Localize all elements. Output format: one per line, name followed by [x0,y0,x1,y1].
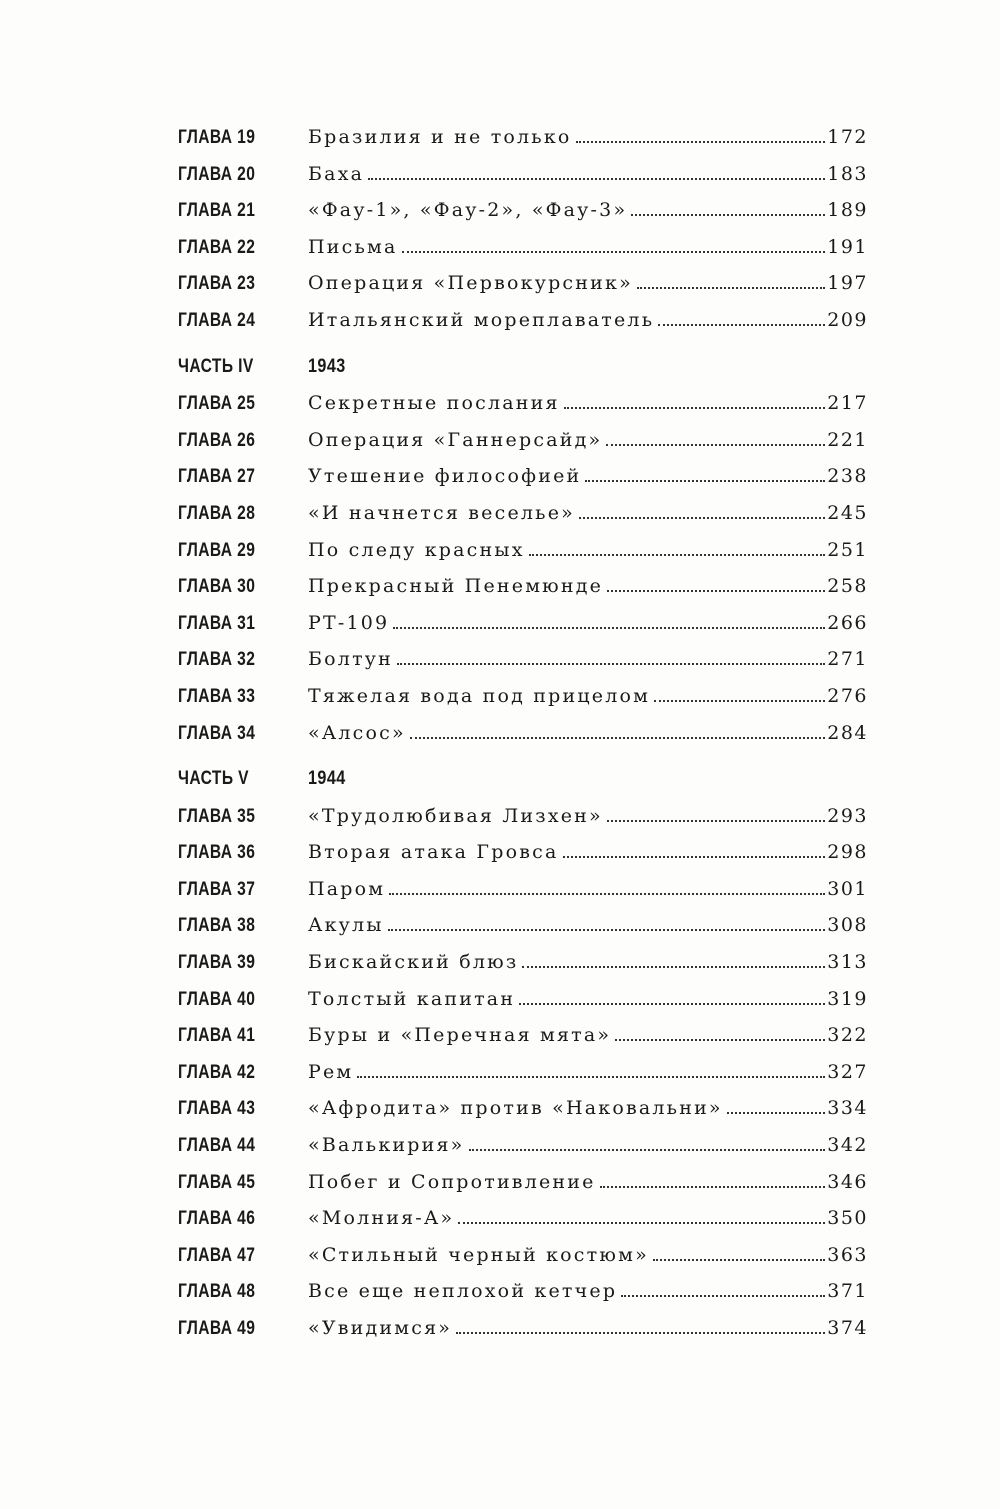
chapter-label: ГЛАВА 19 [178,127,256,148]
chapter-title: Все еще неплохой кетчер [308,1280,618,1303]
chapter-title: РТ-109 [308,611,390,634]
chapter-title: «Афродита» против «Наковальни» [308,1097,723,1120]
toc-chapter-row [178,1134,868,1171]
dot-leader [621,1295,825,1297]
page-number: 251 [827,538,868,561]
chapter-label: ГЛАВА 36 [178,842,256,864]
dot-leader [563,856,826,858]
dot-leader [637,287,825,289]
dot-leader [579,517,825,519]
dot-leader [653,1259,825,1261]
chapter-title: Утешение философией [308,465,582,488]
chapter-label: ГЛАВА 48 [178,1281,256,1303]
dot-leader [564,407,826,409]
dot-leader [654,700,825,702]
chapter-label: ГЛАВА 37 [178,878,256,900]
dot-leader [522,966,825,968]
toc-chapter-row [178,199,868,236]
chapter-title: Операция «Первокурсник» [308,272,633,295]
chapter-label: ГЛАВА 40 [178,988,256,1010]
chapter-label: ГЛАВА 23 [178,273,256,295]
chapter-title: Тяжелая вода под прицелом [308,684,651,707]
toc-chapter-row [178,914,868,951]
page-number: 191 [827,235,868,258]
chapter-title: «Стильный черный костюм» [308,1243,649,1266]
toc-chapter-row [178,429,868,466]
chapter-title: Паром [308,877,386,900]
dot-leader [585,480,825,482]
dot-leader [402,251,826,253]
chapter-label: ГЛАВА 44 [178,1135,256,1157]
dot-leader [469,1149,826,1151]
page-number: 301 [827,877,868,900]
toc-chapter-row [178,722,868,759]
chapter-label: ГЛАВА 45 [178,1171,256,1193]
dot-leader [615,1039,825,1041]
page-number: 322 [827,1024,868,1047]
dot-leader [727,1112,825,1114]
page-number: 334 [827,1097,868,1120]
chapter-label: ГЛАВА 33 [178,685,256,707]
page-number: 342 [827,1134,868,1157]
toc-part-row [178,768,868,805]
chapter-title: Итальянский мореплаватель [308,308,655,331]
page-number: 284 [827,721,868,744]
page-number: 172 [827,126,868,148]
dot-leader [519,1003,825,1005]
chapter-title: Прекрасный Пенемюнде [308,575,604,598]
part-year: 1944 [308,768,346,790]
page-number: 298 [827,841,868,864]
dot-leader [389,893,825,895]
chapter-label: ГЛАВА 43 [178,1098,256,1120]
chapter-title: Болтун [308,648,394,671]
page-number: 276 [827,684,868,707]
page-number: 371 [827,1280,868,1303]
chapter-label: ГЛАВА 42 [178,1061,256,1083]
chapter-title: «Трудолюбивая Лизхен» [308,804,603,827]
page-number: 319 [827,987,868,1010]
chapter-title: Побег и Сопротивление [308,1170,596,1193]
toc-chapter-row [178,648,868,685]
page-number: 217 [827,392,868,415]
page-number: 209 [827,308,868,331]
chapter-title: Операция «Ганнерсайд» [308,428,603,451]
toc-chapter-row [178,392,868,429]
part-year: 1943 [308,355,346,377]
page-number: 221 [827,428,868,451]
dot-leader [357,1076,825,1078]
toc-chapter-row [178,1061,868,1098]
toc-chapter-row [178,1171,868,1208]
page-number: 258 [827,575,868,598]
chapter-title: По следу красных [308,538,525,561]
toc-chapter-row [178,272,868,309]
chapter-label: ГЛАВА 32 [178,649,256,671]
chapter-label: ГЛАВА 25 [178,393,256,415]
chapter-label: ГЛАВА 41 [178,1025,256,1047]
toc-chapter-row [178,612,868,649]
dot-leader [397,663,825,665]
chapter-title: «И начнется веселье» [308,501,575,524]
chapter-title: «Валькирия» [308,1134,465,1157]
dot-leader [368,178,825,180]
chapter-label: ГЛАВА 22 [178,236,256,258]
dot-leader [631,214,825,216]
chapter-title: Бискайский блюз [308,951,519,974]
chapter-label: ГЛАВА 21 [178,200,256,222]
dot-leader [529,554,826,556]
page-number: 313 [827,951,868,974]
chapter-label: ГЛАВА 20 [178,163,256,185]
toc-chapter-row [178,163,868,200]
part-label: ЧАСТЬ V [178,768,249,790]
chapter-label: ГЛАВА 39 [178,952,256,974]
chapter-label: ГЛАВА 38 [178,915,256,937]
page-number: 271 [827,648,868,671]
page-number: 266 [827,611,868,634]
toc-chapter-row [178,309,868,346]
page-number: 183 [827,162,868,185]
dot-leader [658,324,825,326]
dot-leader [388,929,826,931]
chapter-label: ГЛАВА 49 [178,1318,256,1339]
chapter-label: ГЛАВА 35 [178,805,256,827]
toc-chapter-row [178,1280,868,1317]
toc-chapter-row [178,1244,868,1281]
chapter-title: Акулы [308,914,384,937]
chapter-label: ГЛАВА 24 [178,309,256,331]
page-number: 238 [827,465,868,488]
chapter-label: ГЛАВА 31 [178,612,256,634]
chapter-label: ГЛАВА 47 [178,1244,256,1266]
toc-part-row [178,356,868,393]
page-number: 293 [827,804,868,827]
toc-chapter-row [178,878,868,915]
toc-chapter-row [178,841,868,878]
page-number: 374 [827,1317,868,1339]
page-number: 363 [827,1243,868,1266]
toc-chapter-row [178,1317,868,1354]
dot-leader [607,590,825,592]
dot-leader [458,1222,825,1224]
page-number: 245 [827,501,868,524]
toc-chapter-row [178,236,868,273]
toc-chapter-row [178,539,868,576]
toc-chapter-row [178,1024,868,1061]
chapter-label: ГЛАВА 29 [178,539,256,561]
chapter-label: ГЛАВА 27 [178,466,256,488]
page-number: 189 [827,199,868,222]
chapter-label: ГЛАВА 30 [178,576,256,598]
page-number: 327 [827,1060,868,1083]
toc-chapter-row [178,988,868,1025]
chapter-title: Толстый капитан [308,987,516,1010]
dot-leader [410,737,825,739]
dot-leader [393,627,825,629]
chapter-title: Бразилия и не только [308,126,572,148]
page-number: 350 [827,1207,868,1230]
chapter-label: ГЛАВА 28 [178,502,256,524]
chapter-title: Вторая атака Гровса [308,841,559,864]
chapter-label: ГЛАВА 26 [178,429,256,451]
page-number: 308 [827,914,868,937]
page-number: 346 [827,1170,868,1193]
chapter-label: ГЛАВА 46 [178,1208,256,1230]
page-number: 197 [827,272,868,295]
toc-chapter-row [178,502,868,539]
chapter-title: «Фау-1», «Фау-2», «Фау-3» [308,199,628,222]
dot-leader [600,1186,826,1188]
chapter-title: Баха [308,162,365,185]
dot-leader [456,1332,825,1334]
dot-leader [576,141,826,143]
toc-chapter-row [178,805,868,842]
toc-chapter-row [178,465,868,502]
part-label: ЧАСТЬ IV [178,355,254,377]
chapter-title: Рем [308,1060,354,1083]
toc-chapter-row [178,951,868,988]
toc-chapter-row [178,685,868,722]
chapter-label: ГЛАВА 34 [178,722,256,744]
toc-chapter-row [178,1207,868,1244]
chapter-title: «Увидимся» [308,1317,453,1339]
chapter-title: Буры и «Перечная мята» [308,1024,612,1047]
toc-chapter-row [178,126,868,163]
chapter-title: Секретные послания [308,392,560,415]
toc-chapter-row [178,1097,868,1134]
chapter-title: Письма [308,235,398,258]
table-of-contents [178,126,868,1354]
dot-leader [606,444,825,446]
dot-leader [607,820,825,822]
chapter-title: «Молния-А» [308,1207,455,1230]
toc-chapter-row [178,575,868,612]
chapter-title: «Алсос» [308,721,406,744]
